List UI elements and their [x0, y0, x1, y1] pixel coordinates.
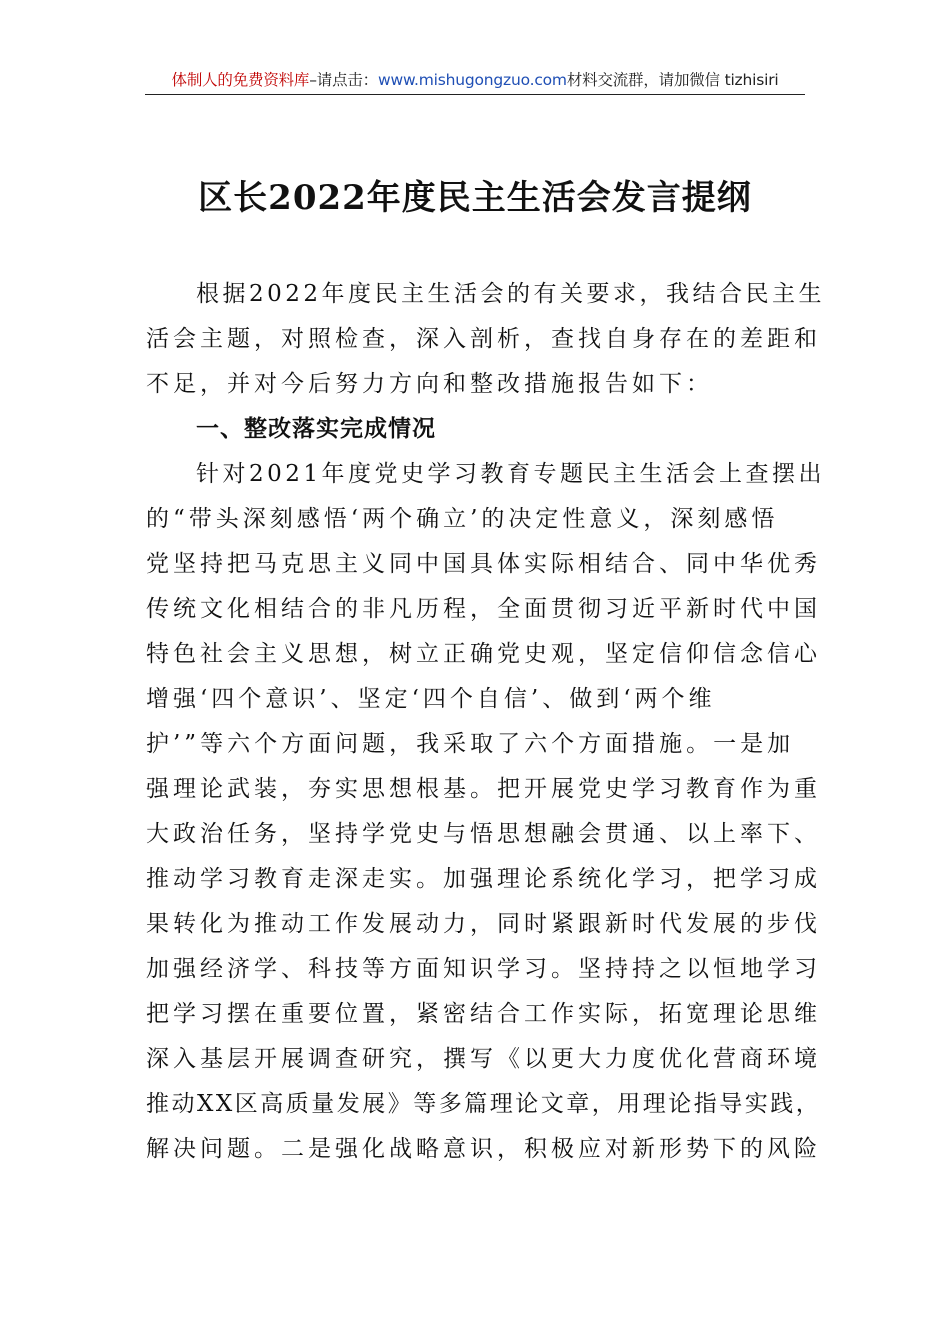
header-url-link[interactable]: www.mishugongzuo.com: [377, 71, 567, 89]
page-header: [145, 66, 805, 95]
paragraph-line: 加强经济学、科技等方面知识学习。坚持持之以恒地学习: [146, 956, 821, 982]
paragraph-line: 强理论武装，夯实思想根基。把开展党史学习教育作为重: [146, 776, 821, 802]
document-body: [146, 272, 826, 1172]
paragraph-line: 针对2021年度党史学习教育专题民主生活会上查摆出: [196, 461, 826, 487]
document-title: 区长2022年度民主生活会发言提纲: [198, 178, 752, 218]
paragraph-line: 不足，并对今后努力方向和整改措施报告如下：: [146, 371, 713, 397]
header-site-name: 体制人的免费资料库: [171, 71, 310, 89]
paragraph-line: 把学习摆在重要位置，紧密结合工作实际，拓宽理论思维: [146, 1001, 821, 1027]
paragraph-line: 传统文化相结合的非凡历程，全面贯彻习近平新时代中国: [146, 596, 821, 622]
header-wechat-note: 材料交流群，请加微信 tizhisiri: [566, 71, 779, 89]
paragraph-line: 大政治任务，坚持学党史与悟思想融会贯通、以上率下、: [146, 821, 821, 847]
paragraph-line: 活会主题，对照检查，深入剖析，查找自身存在的差距和: [146, 326, 821, 352]
paragraph-line: 推动XX区高质量发展》等多篇理论文章，用理论指导实践，: [146, 1091, 822, 1117]
paragraph-line: 的“带头深刻感悟‘两个确立’的决定性意义，深刻感悟: [146, 506, 779, 532]
paragraph-line: 解决问题。二是强化战略意识，积极应对新形势下的风险: [146, 1136, 821, 1162]
header-prompt: –请点击：: [309, 71, 378, 89]
paragraph-line: 特色社会主义思想，树立正确党史观，坚定信仰信念信心: [146, 641, 821, 667]
paragraph-line: 护’”等六个方面问题，我采取了六个方面措施。一是加: [146, 731, 795, 757]
paragraph-line: 深入基层开展调查研究，撰写《以更大力度优化营商环境: [146, 1046, 821, 1072]
paragraph-line: 推动学习教育走深走实。加强理论系统化学习，把学习成: [146, 866, 821, 892]
section-heading: 一、整改落实完成情况: [196, 416, 436, 442]
paragraph-line: 果转化为推动工作发展动力，同时紧跟新时代发展的步伐: [146, 911, 821, 937]
paragraph-line: 党坚持把马克思主义同中国具体实际相结合、同中华优秀: [146, 551, 821, 577]
paragraph-line: 增强‘四个意识’、坚定‘四个自信’、做到‘两个维: [146, 686, 716, 712]
paragraph-line: 根据2022年度民主生活会的有关要求，我结合民主生: [196, 281, 826, 307]
